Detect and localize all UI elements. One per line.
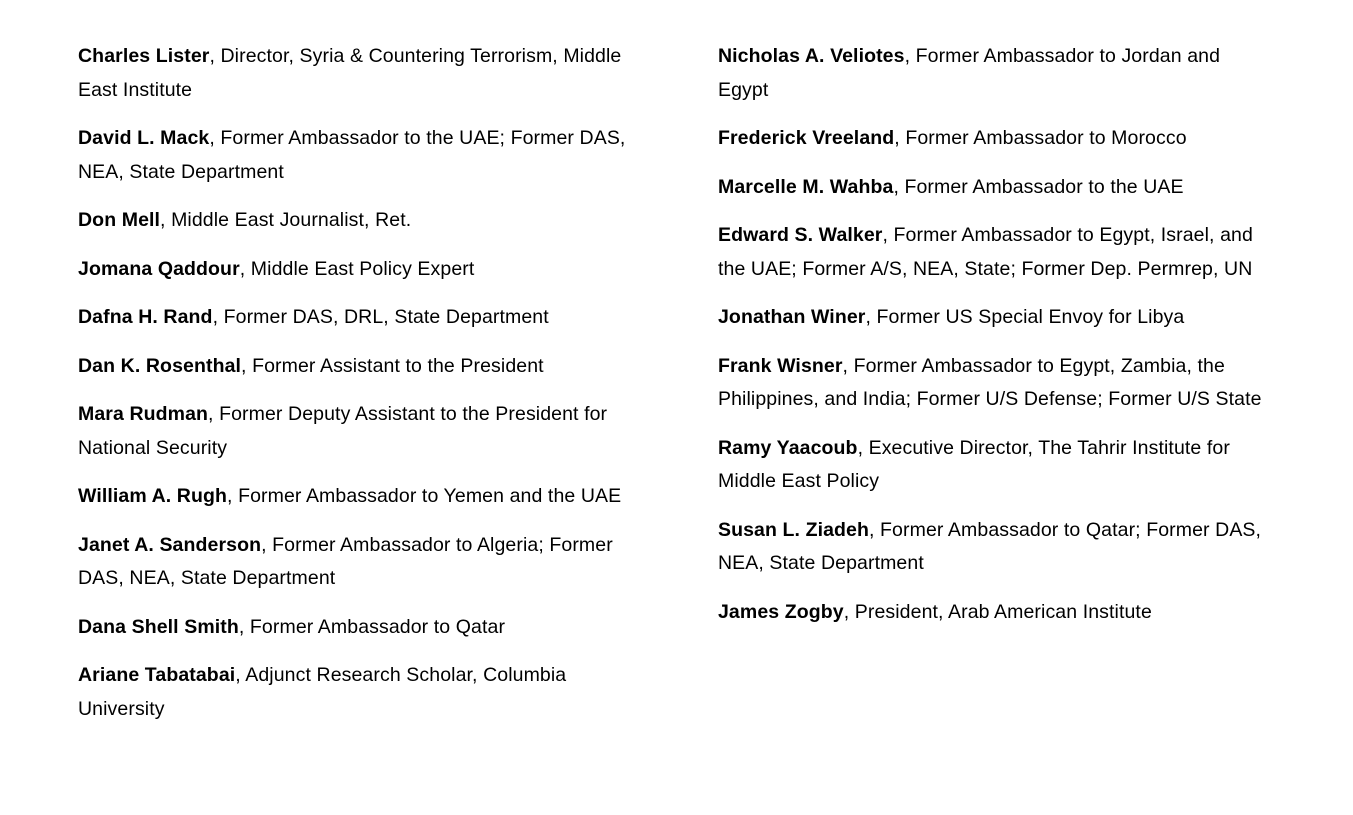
list-entry xyxy=(78,122,640,189)
list-entry xyxy=(718,122,1275,156)
person-name: Nicholas A. Veliotes xyxy=(717,45,905,67)
person-title: , Former Deputy Assistant to the President for National Security xyxy=(78,403,608,459)
person-title: , Middle East Journalist, Ret. xyxy=(160,209,412,231)
list-entry xyxy=(78,253,640,287)
person-title: , Former Ambassador to the UAE xyxy=(893,175,1184,198)
person-name: Marcelle M. Wahba xyxy=(717,175,894,198)
person-name: Charles Lister xyxy=(78,45,210,67)
person-title: , Former Ambassador to Jordan and Egypt xyxy=(717,45,1221,101)
left-column xyxy=(78,40,640,815)
list-entry xyxy=(78,301,640,335)
person-title: , Former Ambassador to Algeria; Former DAS, NEA, State Department xyxy=(78,533,613,589)
list-entry xyxy=(78,398,640,465)
person-title: , Former DAS, DRL, State Department xyxy=(212,306,549,328)
person-title: , Former Assistant to the President xyxy=(241,354,544,377)
person-title: , Former Ambassador to Qatar xyxy=(238,615,506,638)
list-entry xyxy=(78,350,640,384)
person-name: Dan K. Rosenthal xyxy=(78,354,242,377)
person-title: , Executive Director, The Tahrir Institute for Middle East Policy xyxy=(717,436,1230,492)
person-title: , Former Ambassador to Egypt, Zambia, the Philippines, and India; Former U/S Defense; Former U/S State xyxy=(717,354,1262,410)
person-name: Edward S. Walker xyxy=(717,224,883,246)
list-entry xyxy=(78,529,640,596)
person-title: , Director, Syria & Countering Terrorism, Middle East Institute xyxy=(78,45,622,101)
person-name: Janet A. Sanderson xyxy=(78,533,262,556)
list-entry xyxy=(718,40,1275,107)
person-name: Mara Rudman xyxy=(78,403,209,425)
list-entry xyxy=(718,219,1275,286)
list-entry xyxy=(78,40,640,107)
person-title: , Former Ambassador to Egypt, Israel, and the UAE; Former A/S, NEA, State; Former Dep. Permrep, UN xyxy=(717,224,1253,280)
person-title: , Adjunct Research Scholar, Columbia University xyxy=(78,664,567,720)
person-name: Dafna H. Rand xyxy=(78,306,213,328)
person-title: , President, Arab American Institute xyxy=(843,600,1152,623)
person-title: , Former Ambassador to Yemen and the UAE xyxy=(227,485,622,507)
list-entry xyxy=(718,350,1275,417)
list-entry xyxy=(78,611,640,645)
right-column xyxy=(718,40,1275,815)
list-entry xyxy=(78,204,640,238)
person-name: Frederick Vreeland xyxy=(717,127,895,149)
list-entry xyxy=(718,171,1275,205)
person-title: , Former Ambassador to the UAE; Former DAS, NEA, State Department xyxy=(78,127,626,183)
person-name: David L. Mack xyxy=(78,127,210,149)
person-name: Frank Wisner xyxy=(717,354,843,377)
person-title: , Former US Special Envoy for Libya xyxy=(865,306,1185,328)
person-name: Ramy Yaacoub xyxy=(717,436,858,459)
list-entry xyxy=(718,596,1275,630)
person-name: Jomana Qaddour xyxy=(78,257,240,280)
list-entry xyxy=(78,659,640,726)
person-name: William A. Rugh xyxy=(78,485,228,507)
list-entry xyxy=(718,432,1275,499)
person-name: Jonathan Winer xyxy=(717,306,866,328)
person-name: Susan L. Ziadeh xyxy=(717,518,870,541)
person-name: Don Mell xyxy=(78,209,161,231)
list-entry xyxy=(718,301,1275,335)
person-name: James Zogby xyxy=(717,600,844,623)
person-title: , Former Ambassador to Morocco xyxy=(894,127,1187,149)
person-name: Ariane Tabatabai xyxy=(78,664,236,686)
list-entry xyxy=(78,480,640,514)
person-name: Dana Shell Smith xyxy=(78,615,239,638)
person-title: , Former Ambassador to Qatar; Former DAS, NEA, State Department xyxy=(717,518,1262,574)
list-entry xyxy=(718,514,1275,581)
person-title: , Middle East Policy Expert xyxy=(239,257,475,280)
